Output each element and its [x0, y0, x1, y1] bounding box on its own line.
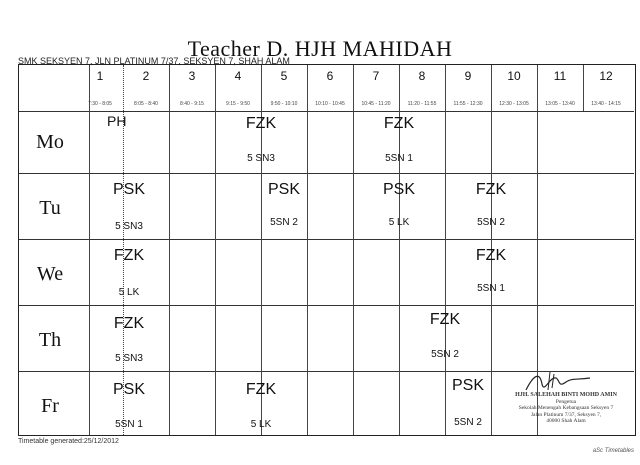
period-time: 7:30 - 8:05 [88, 101, 112, 107]
stamp-line1: Sekolah Menengah Kebangsaan Seksyen 7 [518, 405, 614, 411]
lesson-class: 5 SN3 [247, 153, 275, 164]
grid-line [19, 239, 634, 240]
period-time: 9:15 - 9:50 [226, 101, 250, 107]
ph-label: PH [107, 113, 127, 129]
day-label-tuesday: Tu [39, 197, 61, 219]
lesson-class: 5 SN3 [115, 353, 143, 364]
lesson-subject: PSK [451, 377, 484, 394]
period-number: 8 [418, 69, 426, 83]
lesson-subject: FZK [113, 247, 145, 264]
period-number: 12 [599, 69, 613, 83]
lesson-subject: FZK [475, 247, 507, 264]
period-time: 11:55 - 12:30 [453, 101, 483, 107]
lesson-class: 5SN 2 [454, 417, 482, 428]
period-number: 4 [234, 69, 242, 83]
period-number: 3 [188, 69, 196, 83]
lesson-subject: FZK [429, 311, 461, 328]
stamp-line3: 40000 Shah Alam [546, 418, 586, 424]
grid-line [19, 173, 634, 174]
period-number: 2 [142, 69, 150, 83]
grid-line [19, 305, 634, 306]
period-time: 9:50 - 10:10 [270, 101, 298, 107]
stamp-name: HJH. SALEHAH BINTI MOHD AMIN [515, 392, 617, 398]
brand-footer: aSc Timetables [592, 448, 634, 454]
generated-date: Timetable generated:25/12/2012 [18, 438, 119, 445]
grid-line [19, 111, 634, 112]
period-time: 8:05 - 8:40 [134, 101, 158, 107]
school-address: SMK SEKSYEN 7, JLN PLATINUM 7/37, SEKSYEN 7, SHAH ALAM [18, 56, 290, 66]
lesson-subject: FZK [475, 181, 507, 198]
lesson-class: 5SN 2 [431, 349, 459, 360]
lesson-class: 5SN 1 [385, 153, 413, 164]
period-number: 1 [96, 69, 104, 83]
lesson-class: 5 LK [250, 419, 272, 430]
lesson-class: 5SN 1 [115, 419, 143, 430]
period-number: 9 [464, 69, 472, 83]
lesson-class: 5SN 2 [477, 217, 505, 228]
day-label-wednesday: We [36, 263, 64, 285]
period-number: 6 [326, 69, 334, 83]
period-time: 11:20 - 11:55 [407, 101, 437, 107]
period-number: 5 [280, 69, 288, 83]
lesson-subject: PSK [382, 181, 415, 198]
period-time: 10:45 - 11:20 [361, 101, 391, 107]
lesson-class: 5 LK [118, 287, 140, 298]
stamp-line2: Jalan Platinum 7/37, Seksyen 7, [530, 411, 602, 418]
period-time: 12:30 - 13:05 [499, 101, 529, 107]
day-label-thursday: Th [38, 329, 62, 351]
period-number: 10 [507, 69, 521, 83]
period-number: 11 [553, 69, 567, 83]
lesson-class: 5SN 1 [477, 283, 505, 294]
lesson-class: 5 LK [388, 217, 410, 228]
lesson-subject: FZK [245, 115, 277, 132]
lesson-class: 5 SN3 [115, 221, 143, 232]
lesson-subject: FZK [245, 381, 277, 398]
period-number: 7 [372, 69, 380, 83]
period-time: 13:40 - 14:15 [591, 101, 621, 107]
grid-line [169, 65, 170, 435]
grid-line [307, 65, 308, 435]
lesson-subject: FZK [113, 315, 145, 332]
timetable-title: Teacher D. HJH MAHIDAH [187, 36, 453, 61]
lesson-subject: PSK [112, 181, 145, 198]
lesson-subject: PSK [112, 381, 145, 398]
stamp-role: Pengetua [555, 398, 577, 405]
lesson-subject: PSK [267, 181, 300, 198]
period-time: 13:05 - 13:40 [545, 101, 575, 107]
day-label-friday: Fr [41, 395, 59, 417]
lesson-subject: FZK [383, 115, 415, 132]
official-stamp [496, 392, 636, 425]
period-time: 10:10 - 10:45 [315, 101, 345, 107]
day-label-monday: Mo [36, 131, 64, 153]
lesson-class: 5SN 2 [270, 217, 298, 228]
period-time: 8:40 - 9:15 [180, 101, 204, 107]
